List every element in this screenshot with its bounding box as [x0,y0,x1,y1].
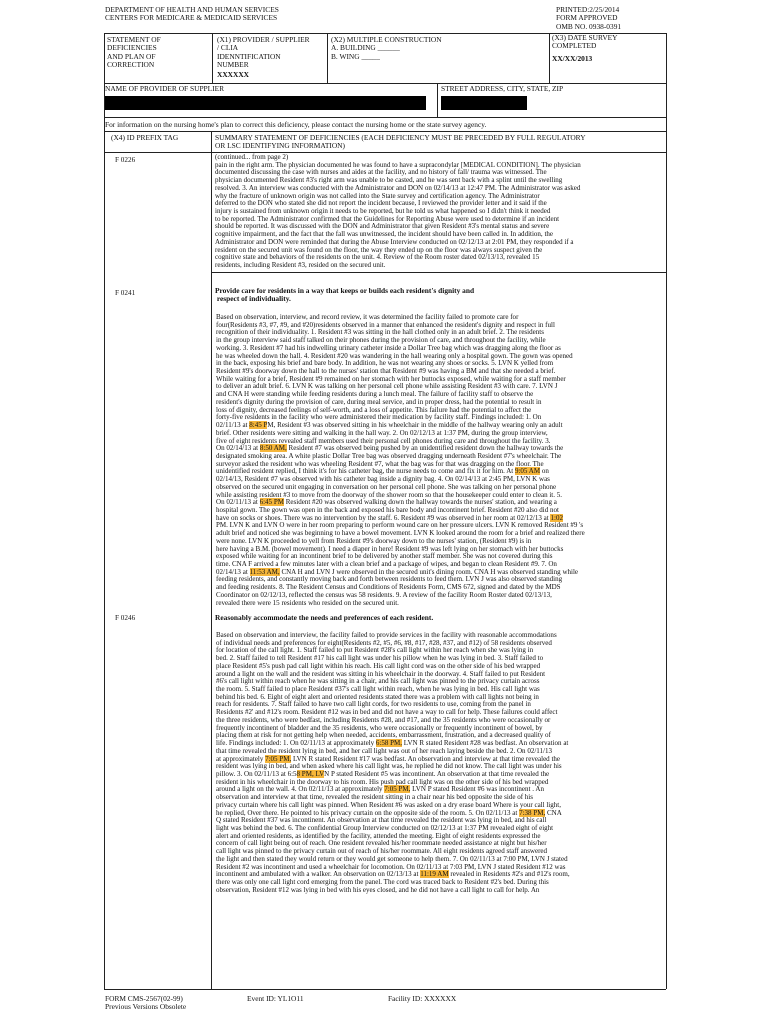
text-run: the three residents, who were bedfast, including Residents #28, and #17, and the 35 residents who were occasionally or [216,715,551,724]
columns-header-rule [104,152,666,153]
highlighted-time: 7:38 PM, [519,808,546,817]
text-run: were none. LVN K proceeded to yell from Resident #9's doorway down to the nurses' station, (Resident #9) is in [216,536,532,545]
agency-name [105,6,279,23]
text-run: resident was lying in bed, and when asked where his call light was, he replied he did not know. The call light was under his [216,762,562,771]
text-run: resolved. 3. An interview was conducted with the Administrator and DON on 02/14/13 at 12:47 PM. The Administrator was asked [215,183,581,192]
text-run: there was only one call light cord emerging from the panel. The cord was traced back to Resident #2's bed. During this [216,878,549,886]
text-run: bed. 2. Staff failed to tell Resident #17 his call light was under his pillow when he was lying in bed. 3. Staff failed to [216,654,544,663]
highlighted-time: 8 PM, LV [296,769,325,778]
form-approval-block [556,6,621,31]
text-run: Resident #9's doorway down the hall to the nurses' station that Resident #9 was having a BM and that she needed a brief. [216,367,556,376]
text-run: surveyor asked the resident who was wheeling Resident #7, what the bag was for that was dragging on the floor. The [216,459,544,468]
column-divider [211,131,212,989]
text-run: M, Resident #3 was observed sitting in his wheelchair in the middle of the hallway wearing only an adult [267,421,563,430]
text-run: forty-five residents in the facility who were administered their medication by facility staff. Findings included: 1. On [216,413,542,422]
text-run: to be reported. The Administrator confirmed that the Guidelines for Reporting Abuse were used to determine if an incident [215,214,560,223]
title-f0241 [215,287,474,303]
text-run: time. CNA F arrived a few minutes later with a clean brief and a package of wipes, and began to clean Resident #9. 7. On [216,560,557,568]
text-run: physician documented Resident #3's right arm was unable to be casted, and he was sent back with a splint until the swelling [215,176,563,185]
x1-line: IDENNTIFICATION [217,51,281,61]
header-bottom-rule [104,117,666,118]
stmt-line: DEFICIENCIES [107,43,157,53]
text-run: for location of the call light. 1. Staff failed to put Resident #28's call light within her reach when she was lying in [216,646,534,655]
stmt-line: AND PLAN OF [107,51,156,61]
text-run: here having a B.M. (bowel movement). I need a diaper in here! Resident #9 was left lying on her stomach with her buttocks [216,544,564,553]
text-run: in the back, exposing his brief and bare body. In addition, he was not wearing any shoes or socks. 5. LVN K yelled from [216,359,554,368]
text-run: On 02/11/13 at [216,498,260,507]
statement-of-deficiencies-label [107,36,161,70]
redacted-street-address [441,96,527,110]
text-run: alert and oriented residents, as identified by the facility, attended the meeting. Eight of eight residents expressed the [216,831,541,840]
text-run: the room. 5. Staff failed to place Resident #37's call light within reach, when he was lying in bed. His call light was [216,685,540,694]
form-approved-label: FORM APPROVED [556,13,618,23]
form-line: Previous Versions Obsolete [105,1002,187,1012]
date-survey-block [552,34,618,63]
x2-line: (X2) MULTIPLE CONSTRUCTION [331,35,442,44]
text-run: to deliver an adult brief. 6. LVN K was talking on her personal cell phone while assisting Resident #3 with care. 7. LVN J [216,382,558,391]
text-run: incontinent and ambulated with a walker. An observation on 02/13/13 at [216,870,421,879]
highlighted-time: 8:45 P [249,421,268,430]
text-run: Resident #7 was observed being pushed by an unidentified resident down the hallway towards the [286,444,564,453]
text-run: documented discussing the case with nurses and aides at the facility, and no history of fall/ trauma was witnessed. The [215,168,547,177]
text-run: privacy curtain where his call light was pinned. When Resident #6 was asked on a dry erase board Where is your call light, [216,800,561,809]
text-run: that time revealed the resident lying in bed, and her call light was out of her reach laying beside the bed. 2. On 02/11/13 [216,746,553,755]
form-line: FORM CMS-2567(02-99) [105,994,183,1003]
text-run: placing them at risk for not getting help when needed, accidents, embarrassment, frustration, and a decreased quality of [216,731,551,740]
deficiency-text-f0241 [216,314,585,607]
text-run: pain in the right arm. The physician documented he was found to have a supracondylar [MEDICAL CONDITION]. The physician [215,160,581,169]
summary-header-line: SUMMARY STATEMENT OF DEFICIENCIES (EACH DEFICIENCY MUST BE PRECEDED BY FULL REGULATORY [215,133,586,142]
text-run: he replied, Over there. He pointed to his privacy curtain on the opposite side of the room. 5. On 02/11/13 at [216,808,520,817]
form-number [105,995,186,1012]
text-run: observed on the secured unit engaging in conversation on her personal cell phone. She was talking on her personal phone [216,482,557,491]
text-run: 02/11/13 at [216,421,250,430]
text-run: revealed in Residents #2's and #12's room, [448,870,570,879]
title-f0246 [215,614,433,622]
highlighted-time: 6:45 PM [259,498,284,507]
text-run: the light and then stated they would return or they would get someone to help them. 7. On 02/11/13 at 7:00 PM, LVN J stated [216,854,568,863]
provider-id-block [217,36,310,79]
highlighted-time: 11:19 AM [420,870,449,879]
provider-id-value: XXXXXX [217,69,250,79]
text-run: reach for residents. 7. Staff failed to have two call light cords, for two residents to use, coming from the panel in [216,700,531,709]
right-border [666,33,667,989]
text-run: place Resident #5's push pad call light within his reach. His call light cord was on the other side of his bed wrapped [216,661,541,670]
text-run: on [540,467,549,476]
text-run: in the group interview said staff talked on their phones during the provision of care, and throughout the facility, while [216,336,546,345]
text-run: resident on the secured unit was found on the floor, the way they ended up on the floor was always suspect given the [215,245,543,254]
x2-line: B. WING _____ [331,51,380,61]
text-run: injury is sustained from unknown origin it needs to be reported, but he told us what happened so I didn't think it needed [215,207,551,216]
deficiency-text-f0246 [216,632,570,894]
text-run: 02/14/13 at [216,567,250,576]
text-run: he was wheeled down the hall. 4. Resident #20 was wandering in the hall wearing only a hospital gown. The gown was opened [216,351,573,360]
street-address-label: STREET ADDRESS, CITY, STATE, ZIP [441,84,564,93]
text-run: Q stated Resident #37 was incontinent. An observation at that time revealed the resident was lying in bed, and his call [216,816,547,825]
text-run: around a light on the wall and the resident was sitting in his wheelchair in the doorway. 4. Staff failed to put Resident [216,669,546,678]
tag-f0241: F 0241 [115,289,136,297]
text-run: while assisting resident #3 to move from the doorway of the shower room so that the housekeeper could enter to clean it. 5. [216,490,563,499]
text-run: loss of dignity, decreased feelings of self-worth, and a loss of appetite. This failure had the potential to affect the [216,405,532,414]
text-run: Resident #20 was observed walking down the hallway towards the nurses' station, and wearing a [283,498,557,507]
header-divider-3 [549,33,550,83]
highlighted-time: 8:50 AM, [259,444,287,453]
highlighted-time: 7:05 PM, [265,754,292,763]
tag-f0226: F 0226 [115,156,136,164]
text-run: recognition of their individuality. 1. Resident #3 was sitting in the hall clothed only in an adult brief. 2. The residents [216,328,544,337]
text-run: observation, Resident #12 was lying in bed with his eyes closed, and he did not have a call light to call for help. An [216,885,540,894]
agency-line-1: DEPARTMENT OF HEALTH AND HUMAN SERVICES [105,5,279,14]
text-run: revealed there were 15 residents who resided on the secured unit. [216,598,399,607]
text-run: designated smoking area. A white plastic Dollar Tree bag was observed dragging underneath Resident #7's wheelchair. The [216,451,562,460]
text-run: residents, including Resident #3, resided on the secured unit. [215,261,386,270]
x2-line: A. BUILDING ______ [331,43,400,53]
left-border [104,33,105,989]
text-run: five of eight residents revealed staff members used their personal cell phones during care and throughout the facility. 3. [216,436,551,445]
column-header-tag: (X4) ID PREFIX TAG [111,133,179,142]
text-line [216,600,585,608]
text-run: cognitive impairment, and the fact that the fall was unwitnessed, the incident should have been called in. In addition, the [215,230,554,239]
text-run: LVN R stated Resident #17 was bedfast. An observation and interview at that time revealed the [291,754,561,763]
info-line: For information on the nursing home's plan to correct this deficiency, please contact the nursing home or the state survey agency. [105,120,487,129]
text-run: of individual needs and preferences for eight(Residents #2, #5, #6, #8, #17, #28, #37, and #12) of 58 residents observed [216,638,552,647]
text-line [215,262,581,270]
title-line: respect of individuality. [215,294,291,304]
section-rule-f0226 [211,272,666,273]
text-run: (continued... from page 2) [215,153,289,161]
text-run: Resident #2 was incontinent and used a wheelchair for locomotion. On 02/11/13 at 7:03 PM, LVN J stated Resident #12 was [216,862,566,871]
facility-id: Facility ID: XXXXXX [388,994,457,1003]
text-run: CNA H and LVN J were observed in the secured unit's dining room. CNA H was observed standing while [279,567,579,576]
columns-top-rule [104,131,666,132]
text-run: LVN R stated Resident #28 was bedfast. An observation at [402,739,569,748]
title-line: Reasonably accommodate the needs and preferences of each resident. [215,613,434,622]
text-run: four(Residents #3, #7, #9, and #20)residents observed in a manner that enhanced the resident's dignity and respect in full [216,320,555,329]
text-run: exposed while waiting for an incontinent brief to be delivered by another staff member. She was not covered during this [216,552,553,561]
text-run: light was behind the bed. 6. The confidential Group Interview conducted on 02/12/13 at 1:37 PM revealed eight of eight [216,823,554,832]
column-header-summary [215,134,586,151]
text-line [216,887,570,895]
text-run: have on socks or shoes. There was no intervention by the staff. 6. Resident #9 was observed in her room at 02/12/13 at [216,513,551,522]
text-run: and feeding residents. 8. The Resident Census and Conditions of Residents Form, CMS 672, signed and dated by the MDS [216,583,561,592]
text-run: adult brief and noticed she was beginning to have a bowel movement. LVN K looked around the room for a brief and realized there [216,529,585,538]
text-run: resident's dignity during the provision of care, during meal service, and in proper dress, had the potential to result in [216,397,542,406]
text-run: hospital gown. The gown was open in the back and exposed his bare body and incontinent brief. Resident #20 also did not [216,505,559,514]
text-run: unidentified resident replied, I think it's for his catheter bag, the nurse needs to come and fix it for him. At [216,467,515,476]
text-run: Coordinator on 02/12/13, reflected the census was 58 residents. 9. A review of the facility Room Roster dated 02/13/13, [216,590,552,599]
stmt-line: CORRECTION [107,60,155,70]
provider-name-label: NAME OF PROVIDER OF SUPPLIER [105,84,225,93]
tag-f0246: F 0246 [115,614,136,622]
survey-date-value: XX/XX/2013 [552,53,593,63]
text-run: LVN P stated Resident #6 was incontinent . An [410,785,544,794]
text-run: resident in his wheelchair in the doorway to his room. His push pad call light was on the other side of his bed wrapped [216,777,549,786]
x1-line: NUMBER [217,60,249,70]
text-run: frequently incontinent of bladder and the 35 residents, who were occasionally or frequently incontinent of bowel, by [216,723,543,732]
text-run: and CNA H were standing while feeding residents during a lunch meal. The failure of facility staff to observe the [216,390,534,399]
text-run: 02/14/13, Resident #7 was observed with his catheter bag inside a dignity bag. 4. On 02/14/13 at 2:45 PM, LVN K was [216,475,550,484]
event-id: Event ID: YL1O11 [247,994,304,1003]
text-run: Based on observation, interview, and record review, it was determined the facility failed to promote care for [216,313,519,321]
text-run: N P stated Resident #5 was incontinent. An observation at that time revealed the [324,769,550,778]
x3-line: (X3) DATE SURVEY [552,33,618,42]
multiple-construction-block [331,36,442,61]
highlighted-time: 6:58 PM, [375,739,403,748]
omb-number: OMB NO. 0938-0391 [556,21,622,31]
highlighted-time: 1:02 [550,513,563,522]
text-run: around a light on the wall. 4. On 02/11/13 at approximately [216,785,385,794]
text-run: feeding residents, and constantly moving back and forth between residents to feed them. LVN J was also observed standing [216,575,563,584]
text-run: brief. Other residents were sitting and walking in the hall way. 2. On 02/12/13 at 1:37 PM, during the group interview, [216,428,548,437]
printed-date: PRINTED:2/25/2014 [556,5,620,14]
highlighted-time: 11:53 AM, [249,567,280,576]
text-run: Residents #2' and #12's room. Resident #12 was in bed and did not have a way to call for help. These failures could affect [216,708,558,717]
text-run: On 02/14/13 at [216,444,260,453]
text-run: call light was pinned to the privacy curtain out of reach of his/her roommate. All eight residents agreed staff answered [216,847,548,856]
text-run: While waiting for a brief, Resident #9 remained on her stomach with her buttocks exposed, while waiting for a staff member [216,374,566,383]
text-run: life. Findings included: 1. On 02/11/13 at approximately [216,739,376,748]
text-run: deferred to the DON who stated she did not report the incident because, I reviewed the provider letter and it said if the [215,199,547,208]
text-run: working. 3. Resident #7 had his indwelling urinary catheter inside a Dollar Tree bag which was dragging along the floor as [216,343,561,352]
x1-line: (X1) PROVIDER / SUPPLIER [217,35,310,44]
text-run: pillow. 3. On 02/11/13 at 6:5 [216,769,297,778]
text-run: Based on observation and interview, the facility failed to provide services in the facility with reasonable accommodations [216,631,557,639]
highlighted-time: 9:05 AM [514,467,541,476]
title-line: Provide care for residents in a way that keeps or builds each resident's dignity and [215,286,475,295]
stmt-line: STATEMENT OF [107,35,161,44]
text-run: PM. LVN K and LVN O were in her room preparing to perform wound care on her pressure ulcers. LVN K removed Resident #9 's [216,521,584,530]
agency-line-2: CENTERS FOR MEDICARE & MEDICAID SERVICES [105,13,278,23]
highlighted-time: 7:05 PM, [384,785,411,794]
text-run: observation and interview at that time, revealed the resident sitting in a chair near his bed opposite the side of his [216,793,533,802]
deficiency-text-f0226 [215,154,581,270]
summary-header-line: OR LSC IDENTIFYING INFORMATION) [215,141,345,151]
body-bottom-rule [104,989,666,990]
text-run: why the fracture of unknown origin was not called into the State survey and certification agency. The Administrator [215,191,540,200]
text-run: cognitive state and behaviors of the residents on the unit. 4. Review of the Room roster dated 02/13/13, revealed 15 [215,253,540,262]
redacted-provider-name [104,96,426,110]
text-run: concern of call light being out of reach. One resident revealed his/her roommate needed assistance at night but his/her [216,839,547,848]
header-divider-2 [327,33,328,83]
header-divider-1 [212,33,213,83]
text-run: at approximately [216,754,266,763]
x1-line: / CLIA [217,43,239,53]
header-divider-4 [437,83,438,117]
x3-line: COMPLETED [552,41,597,51]
text-run: #6's call light within reach when he was sitting in a chair, and his call light was pinned to the privacy curtain across [216,677,540,686]
text-run: should be reported. It was discussed with the DON and Administrator that given Resident #3's mental status and severe [215,222,550,231]
text-run: behind his bed. 6. Eight of eight alert and oriented residents stated there was a problem with call lights not being in [216,692,539,701]
text-run: Administrator and DON were reminded that during the Abuse Interview conducted on 02/12/13 at 2:01 PM, they responded if a [215,237,574,246]
text-run: CNA [545,808,562,817]
